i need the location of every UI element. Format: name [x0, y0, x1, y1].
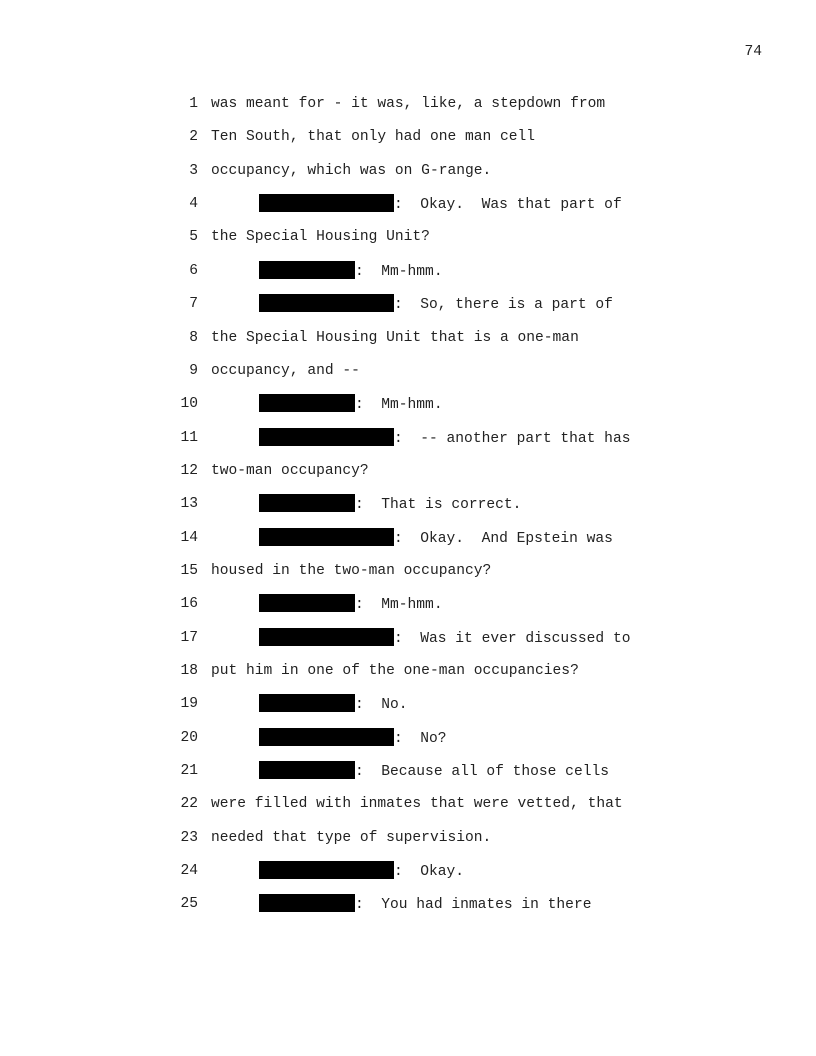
line-number: 12	[180, 462, 198, 479]
transcript-line	[0, 828, 816, 848]
line-content: : You had inmates in there	[355, 897, 592, 914]
redaction-bar	[259, 261, 355, 279]
transcript-line	[0, 227, 816, 247]
line-number: 9	[189, 362, 198, 379]
speaker-line	[259, 528, 613, 549]
transcript-line	[0, 494, 816, 514]
line-content: needed that type of supervision.	[211, 829, 492, 846]
redaction-bar	[259, 528, 394, 546]
line-content: the Special Housing Unit that is a one-man	[211, 329, 579, 346]
line-number: 14	[180, 529, 198, 546]
line-content: : No?	[394, 730, 447, 747]
line-content: put him in one of the one-man occupancies?	[211, 663, 579, 679]
transcript-line	[0, 728, 816, 748]
line-text	[211, 94, 605, 114]
line-number: 22	[180, 796, 198, 813]
speaker-line	[259, 194, 622, 215]
line-content: : Mm-hmm.	[355, 397, 443, 414]
page-number: 74	[744, 44, 762, 60]
transcript-line	[0, 394, 816, 414]
redaction-bar	[259, 394, 355, 412]
line-number: 6	[189, 262, 198, 279]
transcript-line	[0, 894, 816, 914]
line-text	[211, 227, 430, 247]
redaction-bar	[259, 728, 394, 746]
speaker-line	[259, 894, 591, 915]
transcript-line	[0, 328, 816, 348]
line-number: 19	[180, 696, 198, 713]
line-content: : No.	[355, 697, 408, 714]
line-text	[211, 794, 623, 814]
line-number: 17	[180, 629, 198, 646]
speaker-line	[259, 761, 609, 782]
transcript-line	[0, 161, 816, 181]
speaker-line	[259, 428, 630, 449]
redaction-bar	[259, 494, 355, 512]
line-number: 16	[180, 596, 198, 613]
line-number: 5	[189, 229, 198, 246]
line-number: 1	[189, 96, 198, 112]
line-text	[211, 828, 491, 848]
redaction-bar	[259, 894, 355, 912]
transcript-line	[0, 694, 816, 714]
line-number: 21	[180, 763, 198, 779]
line-content: were filled with inmates that were vetted, that	[211, 796, 623, 813]
line-content: housed in the two-man occupancy?	[211, 562, 492, 579]
redaction-bar	[259, 594, 355, 612]
line-content: : So, there is a part of	[394, 297, 613, 314]
line-content: : Okay. Was that part of	[394, 197, 622, 214]
line-number: 25	[180, 896, 198, 913]
transcript-line	[0, 528, 816, 548]
line-content: : Okay.	[394, 864, 465, 881]
redaction-bar	[259, 761, 355, 779]
redaction-bar	[259, 861, 394, 879]
line-content: : Mm-hmm.	[355, 263, 443, 280]
line-content: the Special Housing Unit?	[211, 229, 430, 246]
line-number: 15	[180, 562, 198, 579]
line-content: occupancy, which was on G-range.	[211, 162, 492, 179]
redaction-bar	[259, 294, 394, 312]
line-text	[211, 161, 491, 181]
line-number: 3	[189, 162, 198, 179]
speaker-line	[259, 628, 630, 649]
redaction-bar	[259, 694, 355, 712]
line-text	[211, 461, 369, 481]
transcript-line	[0, 861, 816, 881]
transcript-line	[0, 361, 816, 381]
line-number: 11	[180, 429, 198, 446]
redaction-bar	[259, 194, 394, 212]
speaker-line	[259, 494, 521, 515]
line-number: 7	[189, 296, 198, 313]
redaction-bar	[259, 428, 394, 446]
transcript-line	[0, 428, 816, 448]
line-number: 13	[180, 496, 198, 513]
line-text	[211, 561, 491, 581]
speaker-line	[259, 394, 443, 415]
line-content: occupancy, and --	[211, 362, 360, 379]
line-content: : Mm-hmm.	[355, 597, 443, 614]
speaker-line	[259, 294, 613, 315]
transcript-line	[0, 194, 816, 214]
transcript-line	[0, 94, 816, 114]
transcript-line	[0, 794, 816, 814]
line-content: two-man occupancy?	[211, 462, 369, 479]
speaker-line	[259, 261, 443, 282]
speaker-line	[259, 861, 464, 882]
transcript-line	[0, 261, 816, 281]
line-text	[211, 328, 579, 348]
line-number: 20	[180, 729, 198, 746]
transcript-line	[0, 461, 816, 481]
line-number: 2	[189, 129, 198, 146]
transcript-line	[0, 761, 816, 781]
transcript-line	[0, 561, 816, 581]
line-number: 24	[180, 863, 198, 880]
line-number: 18	[180, 663, 198, 679]
line-number: 10	[180, 396, 198, 413]
speaker-line	[259, 694, 408, 715]
line-text	[211, 661, 579, 681]
line-number: 8	[189, 329, 198, 346]
transcript-line	[0, 127, 816, 147]
transcript-line	[0, 628, 816, 648]
speaker-line	[259, 594, 443, 615]
redaction-bar	[259, 628, 394, 646]
transcript-line	[0, 294, 816, 314]
line-content: Ten South, that only had one man cell	[211, 129, 536, 146]
line-content: : -- another part that has	[394, 430, 631, 447]
speaker-line	[259, 728, 447, 749]
line-content: : That is correct.	[355, 497, 522, 514]
transcript-line	[0, 594, 816, 614]
line-text	[211, 127, 535, 147]
line-content: : Was it ever discussed to	[394, 630, 631, 647]
line-content: was meant for - it was, like, a stepdown from	[211, 96, 606, 112]
line-content: : Okay. And Epstein was	[394, 530, 613, 547]
line-text	[211, 361, 360, 381]
transcript-line	[0, 661, 816, 681]
line-number: 23	[180, 829, 198, 846]
line-number: 4	[189, 196, 198, 213]
line-content: : Because all of those cells	[355, 764, 609, 780]
